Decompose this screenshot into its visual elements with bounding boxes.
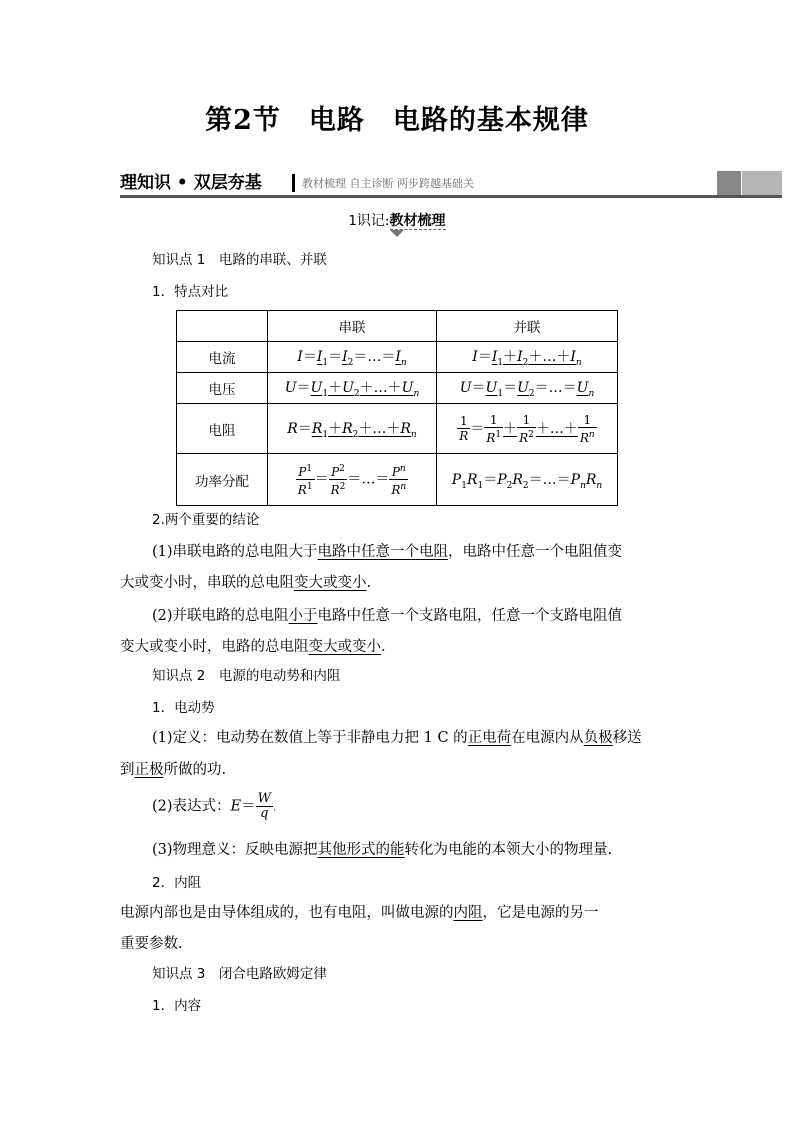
conclusion-1-line2: 大或变小时，串联的总电阻变大或变小. — [120, 575, 372, 591]
row-current-label: 电流 — [177, 342, 268, 373]
k1-heading: 知识点 1 电路的串联、并联 — [152, 252, 327, 268]
formula-power-series: $\frac{P^1}{R^1}$ ＝ $\frac{P^2}{R^2}$ ＝…＝ $\frac{P^n}{R^n}$ — [268, 454, 437, 506]
emf-expression: (2)表达式：E＝ $\frac{W}{q}$ . — [152, 791, 276, 821]
conclusion-2-line2: 变大或变小时，电路的总电阻变大或变小. — [120, 639, 386, 655]
k1-item2: 2.两个重要的结论 — [152, 512, 260, 528]
emf-definition-line2: 到正极所做的功. — [120, 762, 227, 778]
formula-resistance-series: $R=R_1+R_2+\dots+R_n$ — [268, 404, 437, 454]
formula-power-parallel: $P_1R_1=P_2R_2=\dots=P_nR_n$ — [437, 454, 618, 506]
col-series: 串联 — [268, 311, 437, 342]
section-tag-number: 1 — [348, 214, 357, 229]
formula-voltage-parallel: $U=U_1=U_2=\dots=U_n$ — [437, 373, 618, 404]
banner-decor-dark — [717, 171, 741, 195]
banner-underline — [120, 195, 782, 198]
k1-item1: 1．特点对比 — [152, 284, 229, 300]
row-power-label: 功率分配 — [177, 454, 268, 506]
section-tag-label: 教材梳理 — [389, 213, 446, 229]
conclusion-2-line1: (2)并联电路的总电阻小于电路中任意一个支路电阻，任意一个支路电阻值 — [152, 608, 623, 624]
comparison-table — [176, 310, 618, 506]
k2-heading: 知识点 2 电源的电动势和内阻 — [152, 668, 341, 684]
formula-resistance-parallel: $\frac{1}{R}$ ＝ $\frac{1}{R^1}$ ＋ $\frac{1}{R^2}$ ＋…＋ $\frac{1}{R^n}$ — [437, 404, 618, 454]
section-tag-prefix: 识记 — [356, 213, 385, 229]
section-tag: 1识记:教材梳理 — [348, 213, 446, 229]
formula-current-series: $I=I_1=I_2=\dots=I_n$ — [268, 342, 437, 373]
formula-voltage-series: $U=U_1+U_2+\dots+U_n$ — [268, 373, 437, 404]
banner-decor-light — [742, 171, 782, 195]
triangle-down-icon — [390, 230, 404, 237]
col-parallel: 并联 — [437, 311, 618, 342]
banner-divider — [292, 174, 295, 192]
row-resistance-label: 电阻 — [177, 404, 268, 454]
formula-current-parallel: $I=I_1+I_2+\dots+I_n$ — [437, 342, 618, 373]
internal-resistance-line1: 电源内部也是由导体组成的，也有电阻，叫做电源的内阻，它是电源的另一 — [120, 905, 599, 921]
k2-item1: 1．电动势 — [152, 700, 215, 716]
emf-meaning: (3)物理意义：反映电源把其他形式的能转化为电能的本领大小的物理量. — [152, 842, 613, 858]
page-title: 第2节 电路 电路的基本规律 — [205, 105, 589, 136]
banner-subtitle: 教材梳理 自主诊断 两步跨越基础关 — [302, 177, 474, 190]
conclusion-1-line1: (1)串联电路的总电阻大于电路中任意一个电阻，电路中任意一个电阻值变 — [152, 544, 623, 560]
k3-item1: 1．内容 — [152, 998, 202, 1014]
section-banner — [120, 171, 782, 195]
banner-title: 理知识 • 双层夯基 — [120, 173, 262, 193]
k2-item2: 2．内阻 — [152, 875, 202, 891]
row-voltage-label: 电压 — [177, 373, 268, 404]
emf-definition-line1: (1)定义：电动势在数值上等于非静电力把 1 C 的正电荷在电源内从负极移送 — [152, 730, 642, 746]
k3-heading: 知识点 3 闭合电路欧姆定律 — [152, 966, 327, 982]
internal-resistance-line2: 重要参数. — [120, 936, 183, 952]
